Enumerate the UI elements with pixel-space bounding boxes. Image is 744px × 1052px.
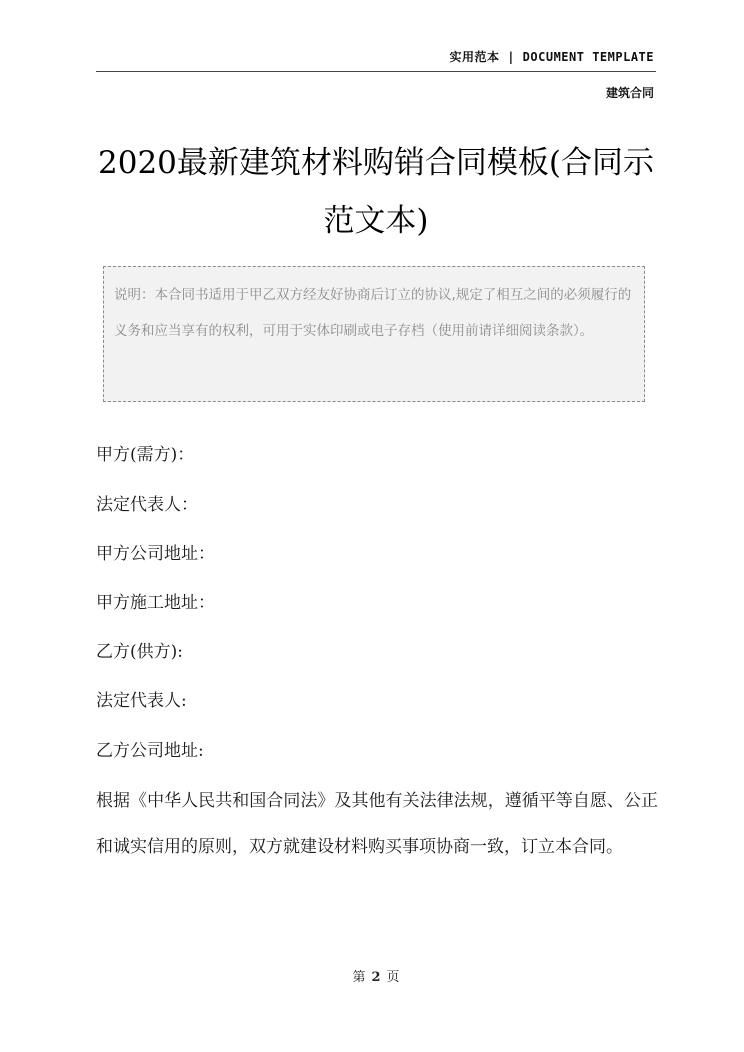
footer-prefix: 第 [352, 970, 366, 985]
footer-suffix: 页 [386, 970, 400, 985]
page-footer [96, 966, 656, 985]
header-top-label: 实用范本 | DOCUMENT TEMPLATE [449, 50, 654, 64]
page-number: 2 [371, 970, 381, 985]
field-party-a: 甲方(需方)： [96, 445, 195, 465]
notice-box: 说明：本合同书适用于甲乙双方经友好协商后订立的协议,规定了相互之间的必须履行的义务和应当享有的权利，可用于实体印刷或电子存档（使用前请详细阅读条款）。 [103, 266, 645, 402]
header-divider [96, 71, 656, 72]
document-title: 2020最新建筑材料购销合同模板(合同示范文本) [98, 145, 654, 239]
header-category: 建筑合同 [605, 86, 654, 100]
field-legal-rep-a: 法定代表人： [96, 495, 198, 515]
field-party-b-address: 乙方公司地址: [96, 741, 204, 761]
field-legal-rep-b: 法定代表人: [96, 691, 187, 711]
field-party-a-site: 甲方施工地址： [96, 593, 215, 613]
contract-preamble: 根据《中华人民共和国合同法》及其他有关法律法规，遵循平等自愿、公正和诚实信用的原则，双方就建设材料购买事项协商一致，订立本合同。 [96, 791, 658, 857]
field-party-b: 乙方(供方): [96, 642, 183, 662]
field-party-a-address: 甲方公司地址： [96, 544, 215, 564]
